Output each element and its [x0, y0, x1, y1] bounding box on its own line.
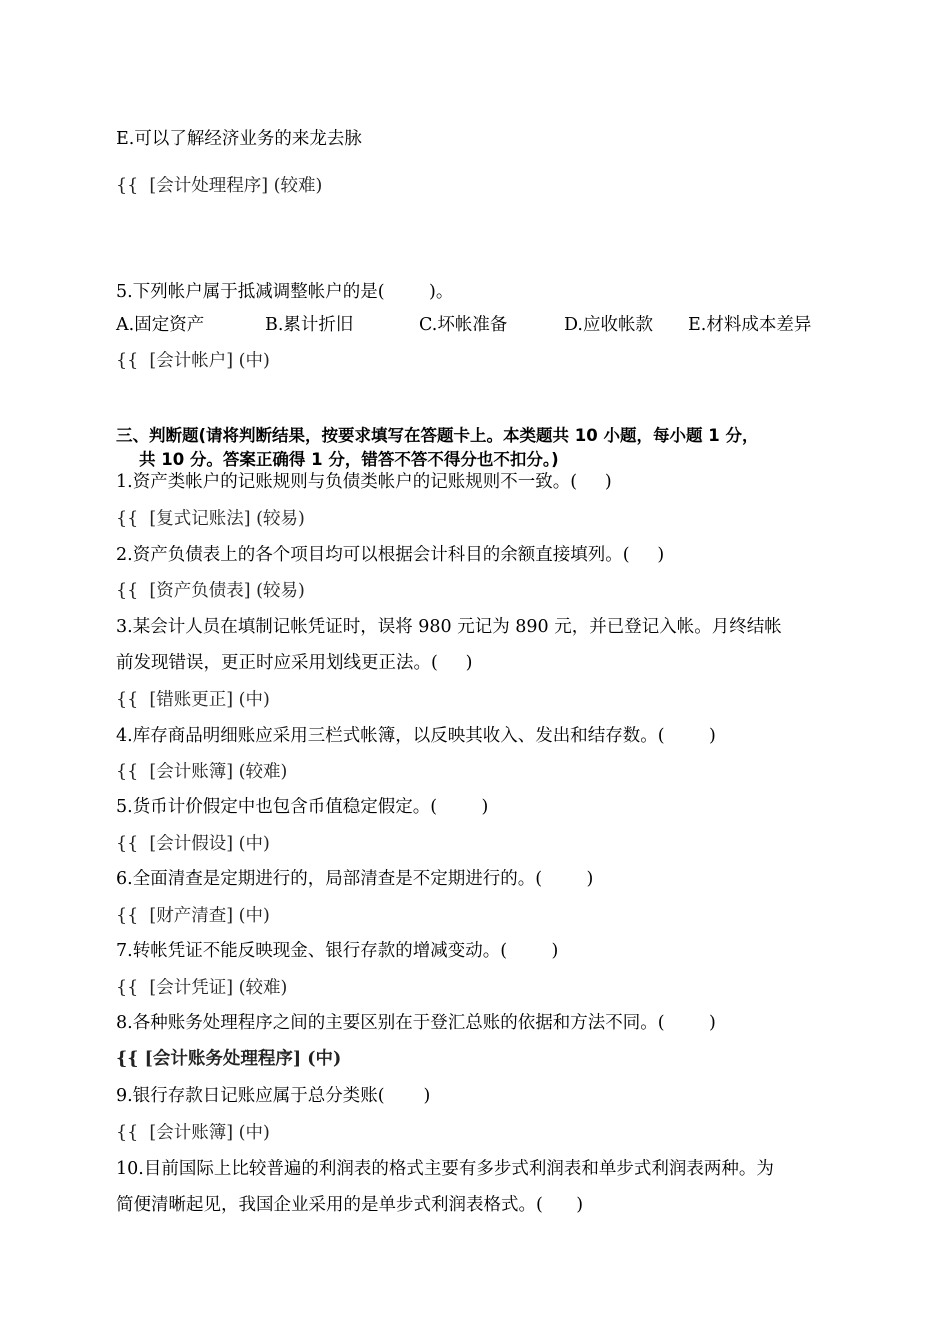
- judgment-3: 3.某会计人员在填制记帐凭证时，误将 980 元记为 890 元，并已登记入帐。月终结帐: [116, 617, 782, 637]
- judgment-2: 2.资产负债表上的各个项目均可以根据会计科目的余额直接填列。( ): [116, 545, 665, 565]
- option-c: C.坏帐准备: [419, 315, 508, 335]
- question-5-tag: {{ [会计帐户] (中): [116, 351, 270, 371]
- judgment-1-tag: {{ [复式记账法] (较易): [116, 509, 305, 529]
- judgment-4: 4.库存商品明细账应采用三栏式帐簿，以反映其收入、发出和结存数。( ): [116, 726, 716, 746]
- option-d: D.应收帐款: [564, 315, 653, 335]
- question-5-text: 5.下列帐户属于抵减调整帐户的是( )。: [116, 282, 454, 302]
- question-tag: {{ [会计处理程序] (较难): [116, 176, 323, 196]
- judgment-5-tag: {{ [会计假设] (中): [116, 834, 270, 854]
- judgment-7-tag: {{ [会计凭证] (较难): [116, 978, 288, 998]
- judgment-6: 6.全面清查是定期进行的，局部清查是不定期进行的。( ): [116, 869, 594, 889]
- option-e: E.材料成本差异: [688, 315, 812, 335]
- judgment-9-tag: {{ [会计账簿] (中): [116, 1123, 270, 1143]
- judgment-5: 5.货币计价假定中也包含币值稳定假定。( ): [116, 797, 489, 817]
- judgment-1: 1.资产类帐户的记账规则与负债类帐户的记账规则不一致。( ): [116, 472, 612, 492]
- option-b: B.累计折旧: [265, 315, 354, 335]
- judgment-4-tag: {{ [会计账簿] (较难): [116, 762, 288, 782]
- option-a: A.固定资产: [116, 315, 205, 335]
- judgment-8: 8.各种账务处理程序之间的主要区别在于登汇总账的依据和方法不同。( ): [116, 1013, 716, 1033]
- judgment-6-tag: {{ [财产清查] (中): [116, 906, 270, 926]
- option-e-text: E.可以了解经济业务的来龙去脉: [116, 129, 362, 149]
- judgment-8-tag: {{ [会计账务处理程序] (中): [116, 1049, 342, 1069]
- judgment-7: 7.转帐凭证不能反映现金、银行存款的增减变动。( ): [116, 941, 559, 961]
- section-3-heading-cont: 共 10 分。答案正确得 1 分，错答不答不得分也不扣分。): [116, 450, 559, 469]
- judgment-2-tag: {{ [资产负债表] (较易): [116, 581, 305, 601]
- judgment-9: 9.银行存款日记账应属于总分类账( ): [116, 1086, 431, 1106]
- judgment-3-tag: {{ [错账更正] (中): [116, 690, 270, 710]
- judgment-3-cont: 前发现错误，更正时应采用划线更正法。( ): [116, 653, 473, 673]
- section-3-heading: 三、判断题(请将判断结果，按要求填写在答题卡上。本类题共 10 小题，每小题 1 分，: [116, 426, 759, 445]
- judgment-10-cont: 简便清晰起见，我国企业采用的是单步式利润表格式。( ): [116, 1195, 584, 1215]
- judgment-10: 10.目前国际上比较普遍的利润表的格式主要有多步式利润表和单步式利润表两种。为: [116, 1159, 774, 1179]
